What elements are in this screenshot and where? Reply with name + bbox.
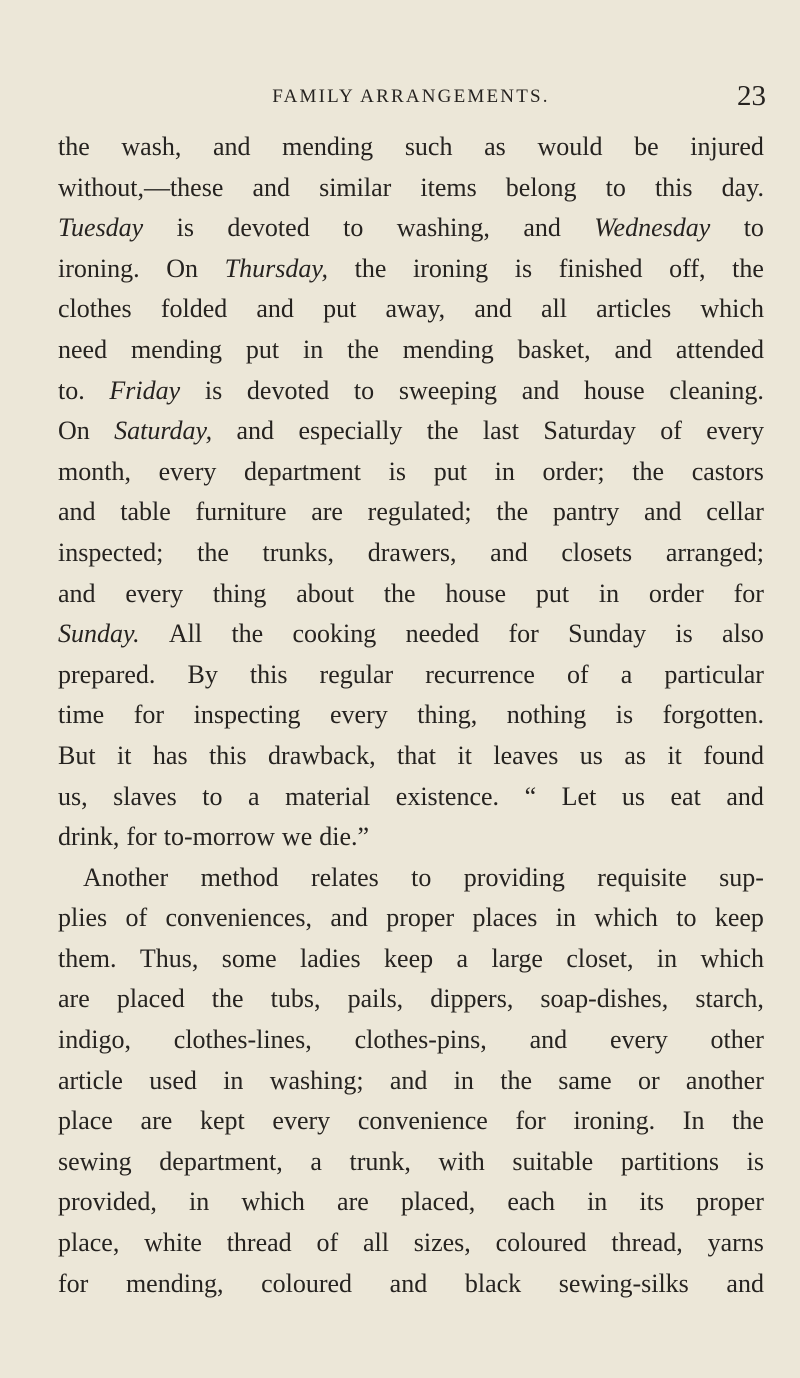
word: proper (386, 903, 455, 933)
word: ironing (413, 253, 489, 283)
word: starch, (695, 984, 764, 1014)
word: it (457, 740, 472, 770)
text-line (58, 939, 764, 980)
word: the (500, 1065, 532, 1095)
word: trunk, (349, 1146, 411, 1176)
word: nothing (506, 700, 587, 730)
word: to. (58, 375, 85, 405)
word: ironing. (58, 253, 140, 283)
word: of (660, 416, 682, 446)
running-head (58, 82, 764, 112)
word: and (726, 1268, 764, 1298)
word: eat (670, 781, 701, 811)
word: this (654, 172, 693, 202)
word: In (682, 1106, 705, 1136)
word: time (58, 700, 105, 730)
text-line (58, 168, 764, 209)
word: leaves (493, 740, 559, 770)
word: and (490, 537, 528, 567)
word: basket, (517, 334, 591, 364)
word: another (685, 1065, 764, 1095)
word: Sunday (568, 619, 647, 649)
text-line (58, 736, 764, 777)
word: is (388, 456, 407, 486)
text-line (58, 1264, 764, 1305)
word: every (706, 416, 764, 446)
word: washing; (269, 1065, 364, 1095)
word: every (330, 700, 388, 730)
text-line (58, 1182, 764, 1223)
word: indigo, (58, 1025, 131, 1055)
word: and (389, 1065, 428, 1095)
word: yarns (707, 1228, 764, 1258)
word: inspecting (193, 700, 301, 730)
word: white (144, 1228, 202, 1258)
word: and (521, 375, 560, 405)
word: attended (675, 334, 764, 364)
word: for (515, 1106, 546, 1136)
word: large (491, 943, 543, 973)
word: sweeping (398, 375, 498, 405)
text-line (58, 249, 764, 290)
word: and (614, 334, 653, 364)
word: such (404, 132, 453, 161)
word: is (746, 1146, 764, 1176)
word: to (202, 781, 223, 811)
word: arranged; (665, 537, 764, 567)
word: us (621, 781, 645, 811)
word: drink, (58, 822, 120, 852)
word: the (732, 253, 764, 283)
word: the (632, 456, 665, 486)
word: every (272, 1106, 331, 1136)
word: clothes-lines, (173, 1025, 312, 1055)
text-line (58, 614, 764, 655)
word: coloured (495, 1228, 587, 1258)
word: By (187, 659, 218, 689)
text-line (58, 127, 764, 168)
word: the (58, 132, 90, 161)
word: of (566, 659, 589, 689)
word: inspected; (58, 537, 164, 567)
text-line (58, 655, 764, 696)
word: is (204, 375, 223, 405)
word: its (639, 1187, 664, 1217)
word: put (433, 456, 467, 486)
word: and (252, 172, 290, 202)
word: used (149, 1065, 197, 1095)
word: for (133, 700, 165, 730)
word: which (700, 943, 764, 973)
word: mending (282, 132, 374, 161)
word: about (296, 578, 354, 608)
word: places (472, 903, 538, 933)
word: partitions (620, 1146, 720, 1176)
word: for (733, 578, 764, 608)
word: house (445, 578, 507, 608)
word: drawback, (268, 740, 376, 770)
word: to (353, 375, 375, 405)
word: and (643, 497, 682, 527)
text-line (58, 817, 764, 858)
word: the (732, 1106, 764, 1136)
word: and (58, 497, 96, 527)
word: the (211, 984, 244, 1014)
word: them. (58, 943, 117, 973)
word: provided, (58, 1187, 157, 1217)
text-line (58, 1101, 764, 1142)
word: furniture (195, 497, 287, 527)
word: suitable (512, 1146, 594, 1176)
word: of (316, 1228, 339, 1258)
word: place, (58, 1228, 120, 1258)
word: sewing (58, 1146, 132, 1176)
word: without,—these (58, 172, 224, 202)
word: sizes, (413, 1228, 471, 1258)
word: forgotten. (662, 700, 764, 730)
word: for (58, 1268, 89, 1298)
word: also (722, 619, 764, 649)
word: black (464, 1268, 522, 1298)
word: us (579, 740, 603, 770)
body-text (58, 127, 764, 1304)
word: clothes-pins, (354, 1025, 487, 1055)
word: Wednesday (594, 213, 711, 243)
word: in (656, 943, 678, 973)
word: articles (596, 294, 672, 324)
word: items (420, 172, 477, 202)
word: and (529, 1025, 568, 1055)
word: belong (505, 172, 577, 202)
word: and (236, 416, 275, 446)
text-line (58, 411, 764, 452)
word: all (362, 1228, 389, 1258)
word: tubs, (270, 984, 321, 1014)
word: the (383, 578, 416, 608)
word: are (337, 1187, 369, 1217)
word: requisite (597, 862, 687, 892)
word: washing, (396, 213, 490, 243)
word: that (397, 740, 437, 770)
word: in (555, 903, 576, 933)
word: mending, (125, 1268, 224, 1298)
word: the (197, 537, 229, 567)
word: “ (524, 781, 537, 811)
text-line (58, 695, 764, 736)
word: finished (558, 253, 643, 283)
word: Thus, (139, 943, 199, 973)
word: convenience (357, 1106, 488, 1136)
word: cellar (706, 497, 764, 527)
word: to (605, 172, 626, 202)
word: method (200, 862, 279, 892)
text-line (58, 1061, 764, 1102)
word: to (743, 213, 764, 243)
word: injured (690, 132, 764, 161)
word: are (311, 497, 343, 527)
word: material (285, 781, 371, 811)
word: we (281, 822, 313, 852)
text-line (58, 858, 764, 899)
word: plies (58, 903, 108, 933)
word: us, (58, 781, 88, 811)
word: kept (199, 1106, 245, 1136)
text-line (58, 574, 764, 615)
word: a (248, 781, 260, 811)
word: table (120, 497, 171, 527)
word: has (152, 740, 188, 770)
word: cooking (292, 619, 377, 649)
word: drawers, (367, 537, 457, 567)
word: placed, (400, 1187, 476, 1217)
word: found (703, 740, 764, 770)
word: in (189, 1187, 210, 1217)
text-line (58, 452, 764, 493)
word: to (676, 903, 697, 933)
word: thing, (417, 700, 478, 730)
word: devoted (246, 375, 330, 405)
text-line (58, 533, 764, 574)
word: regulated; (367, 497, 472, 527)
word: prepared. (58, 659, 156, 689)
word: and (212, 132, 251, 161)
word: which (241, 1187, 305, 1217)
word: especially (298, 416, 403, 446)
word: for (508, 619, 539, 649)
word: in (303, 334, 324, 364)
word: All (168, 619, 203, 649)
word: But (58, 740, 96, 770)
text-line (58, 371, 764, 412)
word: is (176, 213, 194, 243)
word: is (514, 253, 533, 283)
word: pails, (347, 984, 404, 1014)
word: be (634, 132, 659, 161)
word: relates (310, 862, 379, 892)
word: keep (384, 943, 434, 973)
text-line (58, 1223, 764, 1264)
word: order; (542, 456, 605, 486)
word: this (249, 659, 288, 689)
word: and (256, 294, 294, 324)
word: and (726, 781, 764, 811)
word: folded (160, 294, 228, 324)
word: which (700, 294, 764, 324)
word: thing (212, 578, 267, 608)
word: as (484, 132, 506, 161)
word: ladies (300, 943, 361, 973)
word: to-morrow (163, 822, 275, 852)
word: or (637, 1065, 660, 1095)
word: are (58, 984, 90, 1014)
word: Let (561, 781, 597, 811)
word: which (594, 903, 658, 933)
word: closets (561, 537, 633, 567)
word: in (494, 456, 515, 486)
word: thread, (611, 1228, 683, 1258)
word: every (158, 456, 217, 486)
word: with (438, 1146, 485, 1176)
word: department (244, 456, 361, 486)
word: to (343, 213, 364, 243)
word: and (330, 903, 368, 933)
running-head-title: FAMILY ARRANGEMENTS. (272, 86, 550, 107)
word: and (523, 213, 561, 243)
page-number: 23 (737, 80, 766, 112)
word: every (125, 578, 184, 608)
word: and (389, 1268, 428, 1298)
word: dippers, (430, 984, 514, 1014)
text-line (58, 777, 764, 818)
text-line (58, 1142, 764, 1183)
word: of (125, 903, 148, 933)
word: Another (83, 862, 169, 892)
word: are (140, 1106, 173, 1136)
word: Saturday (543, 416, 636, 446)
word: slaves (113, 781, 177, 811)
word: a (456, 943, 469, 973)
word: trunks, (262, 537, 335, 567)
word: coloured (261, 1268, 353, 1298)
text-line (58, 979, 764, 1020)
text-line (58, 492, 764, 533)
word: a (310, 1146, 322, 1176)
text-line (58, 1020, 764, 1061)
word: article (58, 1065, 123, 1095)
word: order (648, 578, 704, 608)
word: mending (402, 334, 494, 364)
word: month, (58, 456, 131, 486)
word: department, (159, 1146, 283, 1176)
word: keep (714, 903, 764, 933)
word: every (609, 1025, 668, 1055)
word: each (507, 1187, 555, 1217)
word: in (453, 1065, 474, 1095)
word: die.” (319, 822, 370, 852)
word: cleaning. (669, 375, 764, 405)
word: existence. (395, 781, 500, 811)
word: similar (319, 172, 392, 202)
word: thread (226, 1228, 292, 1258)
word: to (411, 862, 432, 892)
word: in (587, 1187, 608, 1217)
word: clothes (58, 294, 132, 324)
word: all (541, 294, 568, 324)
word: Friday (109, 375, 181, 405)
word: On (166, 253, 199, 283)
word: particular (664, 659, 764, 689)
word: On (58, 416, 90, 446)
word: a (620, 659, 633, 689)
word: needed (405, 619, 480, 649)
word: proper (696, 1187, 764, 1217)
word: wash, (121, 132, 182, 161)
word: placed (116, 984, 185, 1014)
word: providing (463, 862, 565, 892)
word: place (58, 1106, 113, 1136)
word: Thursday, (224, 253, 328, 283)
word: regular (319, 659, 394, 689)
word: is (675, 619, 693, 649)
word: other (710, 1025, 764, 1055)
word: some (221, 943, 277, 973)
word: soap-dishes, (540, 984, 669, 1014)
text-line (58, 208, 764, 249)
word: last (482, 416, 520, 446)
word: is (615, 700, 634, 730)
word: off, (669, 253, 706, 283)
word: mending (130, 334, 222, 364)
word: need (58, 334, 108, 364)
word: the (347, 334, 379, 364)
word: this (209, 740, 247, 770)
word: day. (721, 172, 764, 202)
word: as (624, 740, 646, 770)
word: in (598, 578, 620, 608)
text-line (58, 898, 764, 939)
word: conveniences, (165, 903, 313, 933)
word: same (558, 1065, 612, 1095)
text-line (58, 330, 764, 371)
word: it (667, 740, 682, 770)
text-line (58, 289, 764, 330)
word: the (496, 497, 529, 527)
word: sup- (719, 862, 764, 892)
word: for (126, 822, 157, 852)
word: the (426, 416, 459, 446)
word: house (583, 375, 645, 405)
word: pantry (552, 497, 620, 527)
word: recurrence (425, 659, 535, 689)
word: in (223, 1065, 244, 1095)
word: and (58, 578, 96, 608)
word: put (323, 294, 357, 324)
word: the (231, 619, 264, 649)
word: ironing. (573, 1106, 656, 1136)
word: would (537, 132, 603, 161)
word: put (535, 578, 570, 608)
word: castors (691, 456, 764, 486)
word: sewing-silks (558, 1268, 689, 1298)
word: it (117, 740, 132, 770)
word: Saturday, (114, 416, 213, 446)
word: closet, (566, 943, 634, 973)
word: Tuesday (58, 213, 144, 243)
word: and (474, 294, 512, 324)
word: put (245, 334, 280, 364)
word: the (354, 253, 387, 283)
word: Sunday. (58, 619, 140, 649)
word: away, (385, 294, 446, 324)
word: devoted (227, 213, 310, 243)
